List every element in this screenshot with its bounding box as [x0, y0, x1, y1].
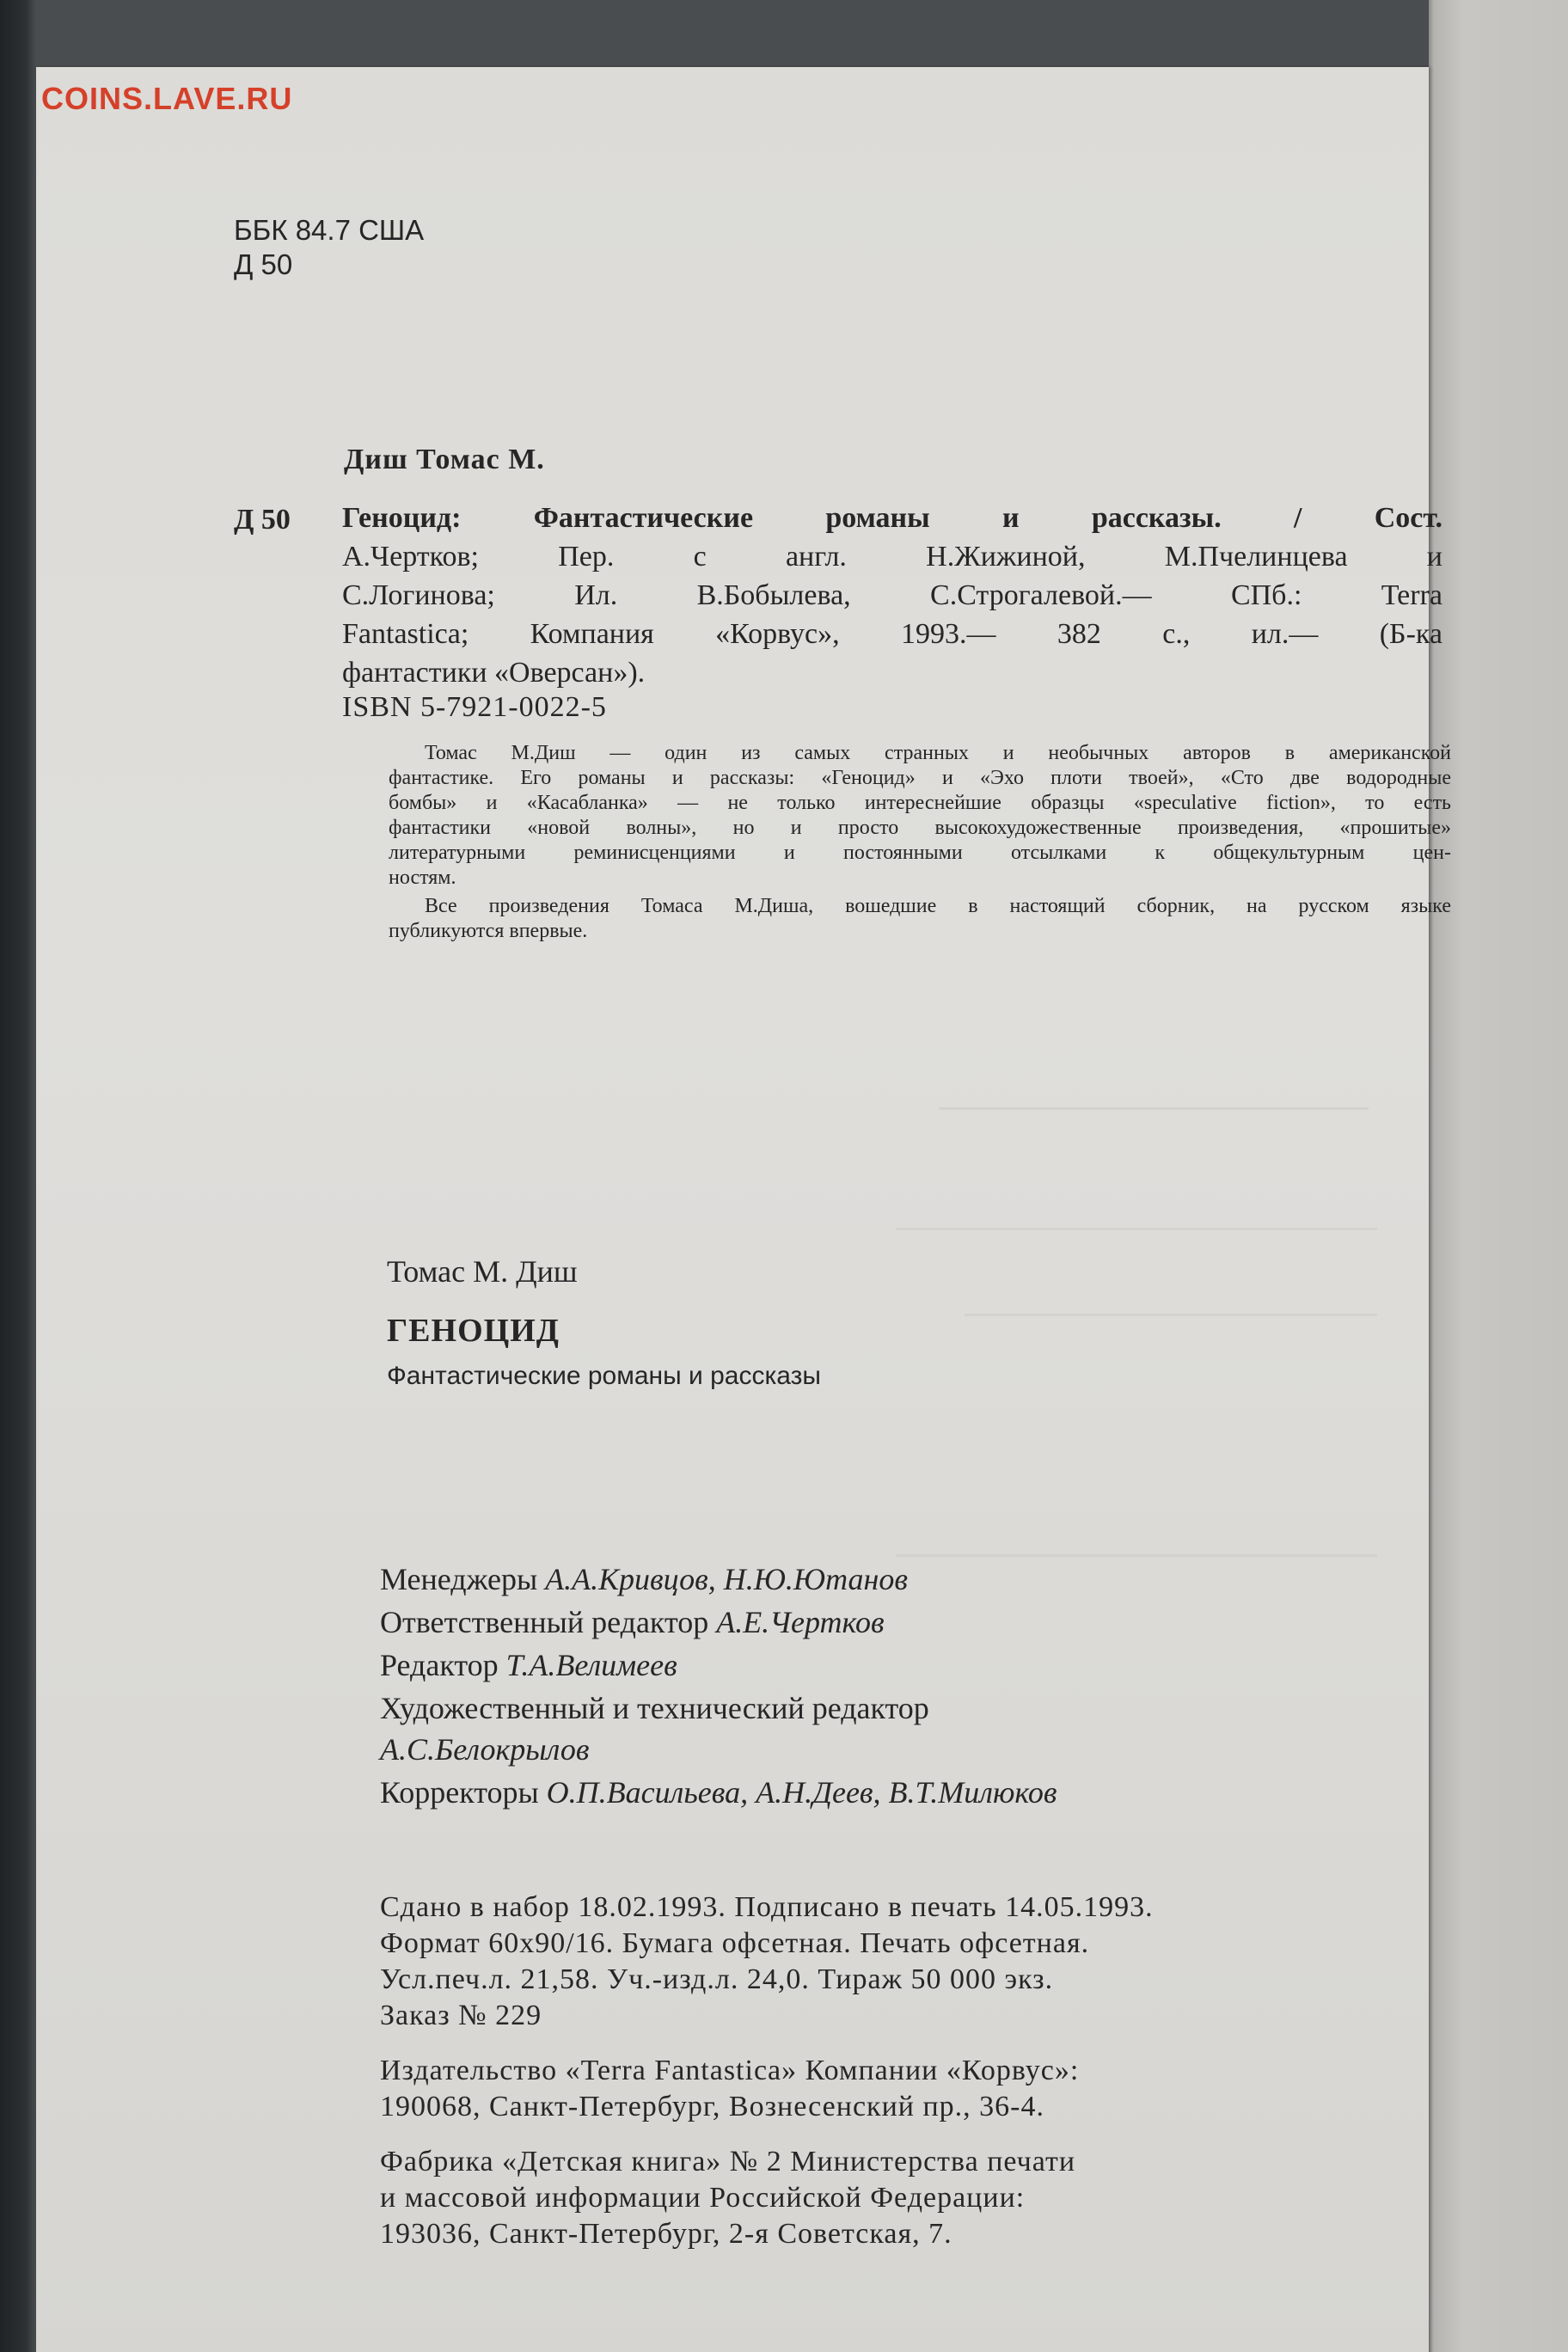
catalog-author-sign: Д 50	[234, 504, 291, 536]
credit-chief-editor	[380, 1602, 885, 1642]
annotation-p2-line-1: публикуются впервые.	[389, 920, 588, 942]
credit-role: Ответственный редактор	[380, 1605, 709, 1639]
credit-role: Редактор	[380, 1648, 499, 1682]
production-line-3: Заказ № 229	[380, 2000, 542, 2031]
printer-line-0: Фабрика «Детская книга» № 2 Министерства печати	[380, 2146, 1076, 2177]
show-through-mark	[939, 1081, 1369, 1110]
credit-names: А.А.Кривцов, Н.Ю.Ютанов	[545, 1562, 908, 1596]
publisher-line-1: 190068, Санкт-Петербург, Вознесенский пр., 36-4.	[380, 2091, 1044, 2122]
credit-editor	[380, 1645, 677, 1685]
catalog-entry-line-3: Fantastica; Компания «Корвус», 1993.— 382 с., ил.— (Б-ка	[342, 618, 1442, 650]
book-author: Томас М. Диш	[387, 1254, 578, 1289]
production-line-0: Сдано в набор 18.02.1993. Подписано в печать 14.05.1993.	[380, 1891, 1154, 1923]
production-line-1: Формат 60х90/16. Бумага офсетная. Печать офсетная.	[380, 1927, 1090, 1959]
credit-names: А.Е.Чертков	[716, 1605, 885, 1639]
catalog-entry-line	[342, 499, 1442, 537]
annotation-p2-line-0: Все произведения Томаса М.Диша, вошедшие в настоящий сборник, на русском языке	[425, 895, 1451, 917]
production-line-2: Усл.печ.л. 21,58. Уч.-изд.л. 24,0. Тираж 50 000 экз.	[380, 1963, 1054, 1995]
book-title: ГЕНОЦИД	[387, 1313, 560, 1349]
annotation-line-4: литературными реминисценциями и постоянными отсылками к общекультурным цен-	[389, 842, 1451, 864]
credit-names: О.П.Васильева, А.Н.Деев, В.Т.Милюков	[546, 1775, 1057, 1810]
catalog-entry-line-4: фантастики «Оверсан»).	[342, 657, 646, 689]
credit-art-editor	[380, 1688, 929, 1728]
isbn: ISBN 5-7921-0022-5	[342, 691, 607, 723]
author-sign: Д 50	[234, 248, 293, 280]
credit-managers	[380, 1559, 908, 1599]
credit-proofreaders	[380, 1773, 1057, 1812]
annotation-line-5: ностям.	[389, 867, 456, 889]
annotation-line-1: фантастике. Его романы и рассказы: «Геноцид» и «Эхо плоти твоей», «Сто две водородные	[389, 767, 1451, 789]
bbk-code: ББК 84.7 США	[234, 214, 425, 246]
credit-names: Т.А.Велимеев	[505, 1648, 677, 1682]
show-through-mark	[965, 1288, 1377, 1316]
book-subtitle: Фантастические романы и рассказы	[387, 1362, 821, 1390]
catalog-entry-line-1: А.Чертков; Пер. с англ. Н.Жижиной, М.Пчелинцева и	[342, 541, 1442, 573]
credit-art-editor-name	[380, 1730, 589, 1769]
credit-role: Менеджеры	[380, 1562, 538, 1596]
publisher-line-0: Издательство «Terra Fantastica» Компании «Корвус»:	[380, 2055, 1080, 2086]
page-stack-edge	[1429, 0, 1568, 2352]
catalog-entry-line-0: Геноцид: Фантастические романы и рассказы. / Сост.	[342, 502, 1442, 534]
printer-line-1: и массовой информации Российской Федерации:	[380, 2182, 1026, 2214]
book-page	[36, 67, 1451, 2352]
credit-names: А.С.Белокрылов	[380, 1732, 590, 1767]
catalog-author-heading: Диш Томас М.	[344, 444, 545, 475]
catalog-entry-line-2: С.Логинова; Ил. В.Бобылева, С.Строгалевой.— СПб.: Terra	[342, 579, 1442, 611]
site-watermark: COINS.LAVE.RU	[41, 81, 293, 116]
show-through-mark	[896, 1202, 1377, 1230]
credit-role: Художественный и технический редактор	[380, 1691, 929, 1725]
annotation-line-3: фантастики «новой волны», но и просто высокохудожественные произведения, «прошитые»	[389, 817, 1451, 839]
show-through-mark	[896, 1528, 1377, 1557]
annotation-line-0: Томас М.Диш — один из самых странных и необычных авторов в американской	[425, 742, 1451, 764]
printer-line-2: 193036, Санкт-Петербург, 2-я Советская, 7.	[380, 2218, 952, 2250]
credit-role: Корректоры	[380, 1775, 539, 1810]
annotation-line-2: бомбы» и «Касабланка» — не только интереснейшие образцы «speculative fiction», то есть	[389, 792, 1451, 814]
